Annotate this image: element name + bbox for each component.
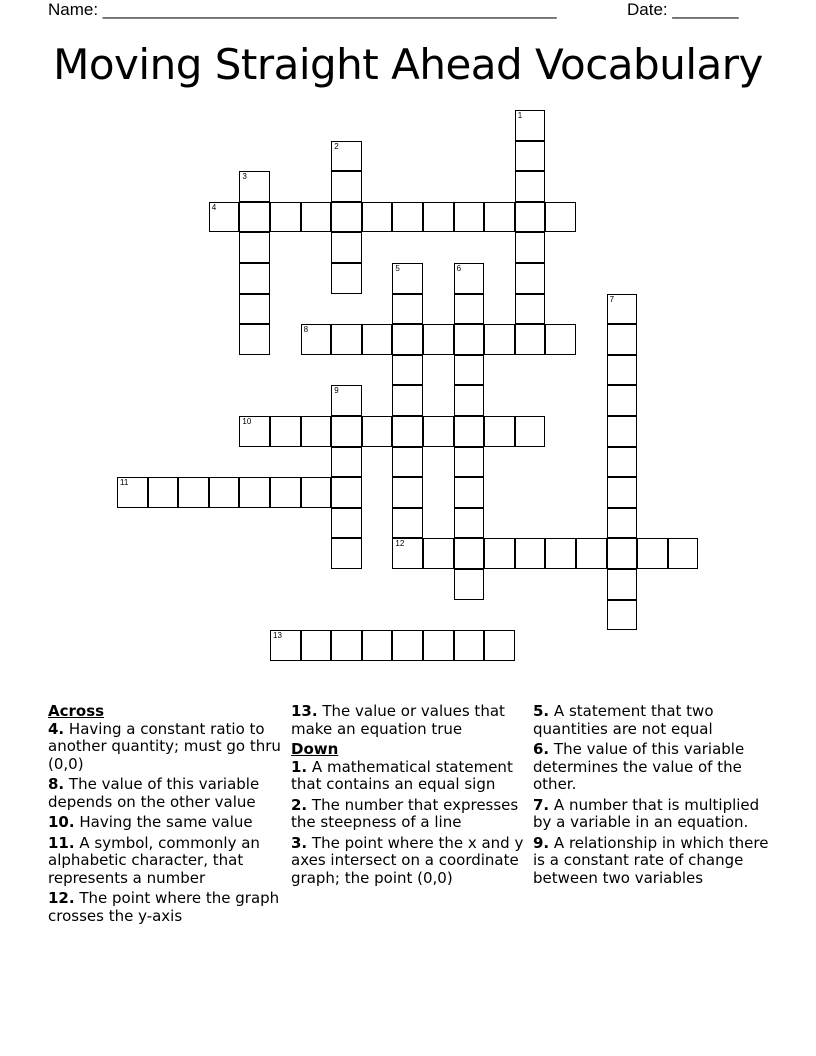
grid-cell[interactable]: [607, 508, 638, 539]
grid-cell[interactable]: [362, 630, 393, 661]
grid-cell[interactable]: [392, 630, 423, 661]
grid-cell[interactable]: [331, 141, 362, 172]
grid-cell[interactable]: [607, 538, 638, 569]
grid-cell[interactable]: [331, 232, 362, 263]
cell-number: 8: [303, 325, 309, 335]
grid-cell[interactable]: [239, 232, 270, 263]
clue-number: 8.: [48, 775, 65, 793]
grid-cell[interactable]: [607, 385, 638, 416]
cell-number: 7: [609, 294, 615, 304]
grid-cell[interactable]: [454, 538, 485, 569]
cell-number: 4: [211, 202, 217, 212]
clue-text: Having a constant ratio to another quantity; must go thru (0,0): [48, 719, 281, 773]
clue-number: 2.: [291, 795, 308, 814]
cell-number: 3: [242, 172, 247, 182]
clue-text: The point where the x and y axes intersect on a coordinate graph; the point (0,0): [291, 833, 524, 887]
grid-cell[interactable]: [423, 202, 454, 233]
clue-number: 13.: [291, 702, 318, 720]
clue-number: 5.: [533, 702, 550, 720]
clue: [291, 759, 527, 794]
grid-cell[interactable]: [423, 538, 454, 569]
grid-cell[interactable]: [484, 630, 515, 661]
grid-cell[interactable]: [454, 263, 485, 294]
grid-cell[interactable]: [454, 385, 485, 416]
grid-cell[interactable]: [668, 538, 699, 569]
grid-cell[interactable]: [301, 477, 332, 508]
clue-number: 4.: [48, 719, 65, 738]
grid-cell[interactable]: [392, 355, 423, 386]
grid-cell[interactable]: [239, 263, 270, 294]
grid-cell[interactable]: [484, 538, 515, 569]
grid-cell[interactable]: [454, 477, 485, 508]
clue: [291, 703, 527, 738]
grid-cell[interactable]: [637, 538, 668, 569]
grid-cell[interactable]: [270, 416, 301, 447]
grid-cell[interactable]: [117, 477, 148, 508]
grid-cell[interactable]: [270, 202, 301, 233]
clue-number: 12.: [48, 889, 75, 907]
grid-cell[interactable]: [454, 355, 485, 386]
grid-cell[interactable]: [515, 202, 546, 233]
clue-text: The point where the graph crosses the y-axis: [48, 889, 280, 925]
grid-cell[interactable]: [607, 447, 638, 478]
clue-number: 6.: [533, 740, 550, 758]
grid-cell[interactable]: [607, 416, 638, 447]
grid-cell[interactable]: [392, 508, 423, 539]
clue-number: 9.: [533, 833, 550, 852]
grid-cell[interactable]: [515, 294, 546, 325]
clue: [48, 835, 284, 888]
grid-cell[interactable]: [331, 263, 362, 294]
name-field: Name: ________________________________________________: [48, 0, 557, 19]
grid-cell[interactable]: [392, 538, 423, 569]
clue-column-2: [291, 703, 527, 890]
grid-cell[interactable]: [607, 294, 638, 325]
cell-number: 9: [334, 386, 339, 396]
grid-cell[interactable]: [392, 202, 423, 233]
clue: [533, 703, 769, 738]
grid-cell[interactable]: [301, 202, 332, 233]
grid-cell[interactable]: [392, 385, 423, 416]
cell-number: 13: [273, 631, 282, 641]
grid-cell[interactable]: [239, 477, 270, 508]
grid-cell[interactable]: [301, 630, 332, 661]
grid-cell[interactable]: [545, 202, 576, 233]
clue-number: 11.: [48, 833, 75, 852]
grid-cell[interactable]: [515, 538, 546, 569]
grid-cell[interactable]: [392, 263, 423, 294]
grid-cell[interactable]: [454, 569, 485, 600]
grid-cell[interactable]: [362, 202, 393, 233]
clue-number: 1.: [291, 757, 308, 776]
grid-cell[interactable]: [209, 202, 240, 233]
grid-cell[interactable]: [454, 416, 485, 447]
grid-cell[interactable]: [515, 141, 546, 172]
grid-cell[interactable]: [515, 263, 546, 294]
clue: [291, 835, 527, 888]
clue: [48, 776, 284, 811]
grid-cell[interactable]: [331, 630, 362, 661]
grid-cell[interactable]: [392, 477, 423, 508]
grid-cell[interactable]: [331, 538, 362, 569]
grid-cell[interactable]: [607, 600, 638, 631]
grid-cell[interactable]: [239, 294, 270, 325]
grid-cell[interactable]: [607, 324, 638, 355]
grid-cell[interactable]: [423, 630, 454, 661]
grid-cell[interactable]: [454, 508, 485, 539]
grid-cell[interactable]: [331, 171, 362, 202]
grid-cell[interactable]: [148, 477, 179, 508]
grid-cell[interactable]: [515, 171, 546, 202]
clue-text: The value of this variable determines the value of the other.: [533, 740, 745, 793]
grid-cell[interactable]: [576, 538, 607, 569]
clue: [48, 890, 284, 925]
clue-text: A statement that two quantities are not equal: [533, 702, 714, 738]
date-field: Date: _______: [627, 0, 739, 19]
clue-text: A relationship in which there is a constant rate of change between two variables: [533, 833, 769, 887]
grid-cell[interactable]: [392, 324, 423, 355]
grid-cell[interactable]: [362, 324, 393, 355]
clue: [533, 835, 769, 888]
grid-cell[interactable]: [545, 538, 576, 569]
down-heading: Down: [291, 740, 339, 758]
cell-number: 12: [395, 539, 405, 549]
grid-cell[interactable]: [484, 324, 515, 355]
grid-cell[interactable]: [270, 630, 301, 661]
clue-text: Having the same value: [79, 813, 253, 831]
cell-number: 10: [242, 417, 252, 426]
clue-text: A mathematical statement that contains an equal sign: [291, 757, 513, 793]
grid-cell[interactable]: [515, 324, 546, 355]
clue: [48, 721, 284, 774]
cell-number: 1: [517, 111, 523, 120]
grid-cell[interactable]: [331, 416, 362, 447]
grid-cell[interactable]: [454, 447, 485, 478]
across-heading: Across: [48, 702, 105, 720]
grid-cell[interactable]: [423, 416, 454, 447]
grid-cell[interactable]: [331, 477, 362, 508]
grid-cell[interactable]: [239, 171, 270, 202]
clue: [48, 814, 284, 832]
grid-cell[interactable]: [209, 477, 240, 508]
grid-cell[interactable]: [454, 294, 485, 325]
clue-text: A number that is multiplied by a variable in an equation.: [533, 795, 760, 831]
grid-cell[interactable]: [178, 477, 209, 508]
clue-text: The number that expresses the steepness of a line: [291, 795, 519, 831]
grid-cell[interactable]: [423, 324, 454, 355]
grid-cell[interactable]: [454, 324, 485, 355]
clue-number: 7.: [533, 795, 550, 814]
grid-cell[interactable]: [239, 202, 270, 233]
clue-text: The value of this variable depends on the other value: [48, 775, 260, 811]
grid-cell[interactable]: [239, 324, 270, 355]
grid-cell[interactable]: [607, 355, 638, 386]
grid-cell[interactable]: [484, 416, 515, 447]
grid-cell[interactable]: [484, 202, 515, 233]
cell-number: 5: [395, 264, 400, 273]
grid-cell[interactable]: [392, 416, 423, 447]
clue-column-3: [533, 703, 769, 890]
clue-column-1: [48, 703, 284, 928]
grid-cell[interactable]: [515, 110, 546, 141]
cell-number: 6: [456, 264, 462, 273]
clue-number: 10.: [48, 813, 75, 831]
grid-cell[interactable]: [607, 477, 638, 508]
grid-cell[interactable]: [362, 416, 393, 447]
grid-cell[interactable]: [607, 569, 638, 600]
grid-cell[interactable]: [392, 294, 423, 325]
grid-cell[interactable]: [331, 508, 362, 539]
grid-cell[interactable]: [301, 416, 332, 447]
grid-cell[interactable]: [515, 232, 546, 263]
grid-cell[interactable]: [331, 324, 362, 355]
clue: [533, 797, 769, 832]
grid-cell[interactable]: [239, 416, 270, 447]
grid-cell[interactable]: [270, 477, 301, 508]
clue-number: 3.: [291, 833, 308, 852]
clue: [291, 797, 527, 832]
grid-cell[interactable]: [331, 202, 362, 233]
grid-cell[interactable]: [331, 385, 362, 416]
grid-cell[interactable]: [301, 324, 332, 355]
page-title: Moving Straight Ahead Vocabulary: [53, 40, 763, 89]
cell-number: 2: [334, 141, 339, 151]
clue-text: A symbol, commonly an alphabetic character, that represents a number: [48, 833, 260, 887]
grid-cell[interactable]: [392, 447, 423, 478]
grid-cell[interactable]: [454, 202, 485, 233]
grid-cell[interactable]: [545, 324, 576, 355]
clue: [533, 741, 769, 794]
grid-cell[interactable]: [515, 416, 546, 447]
grid-cell[interactable]: [331, 447, 362, 478]
clue-text: The value or values that make an equation true: [291, 702, 505, 738]
cell-number: 11: [120, 478, 129, 488]
grid-cell[interactable]: [454, 630, 485, 661]
